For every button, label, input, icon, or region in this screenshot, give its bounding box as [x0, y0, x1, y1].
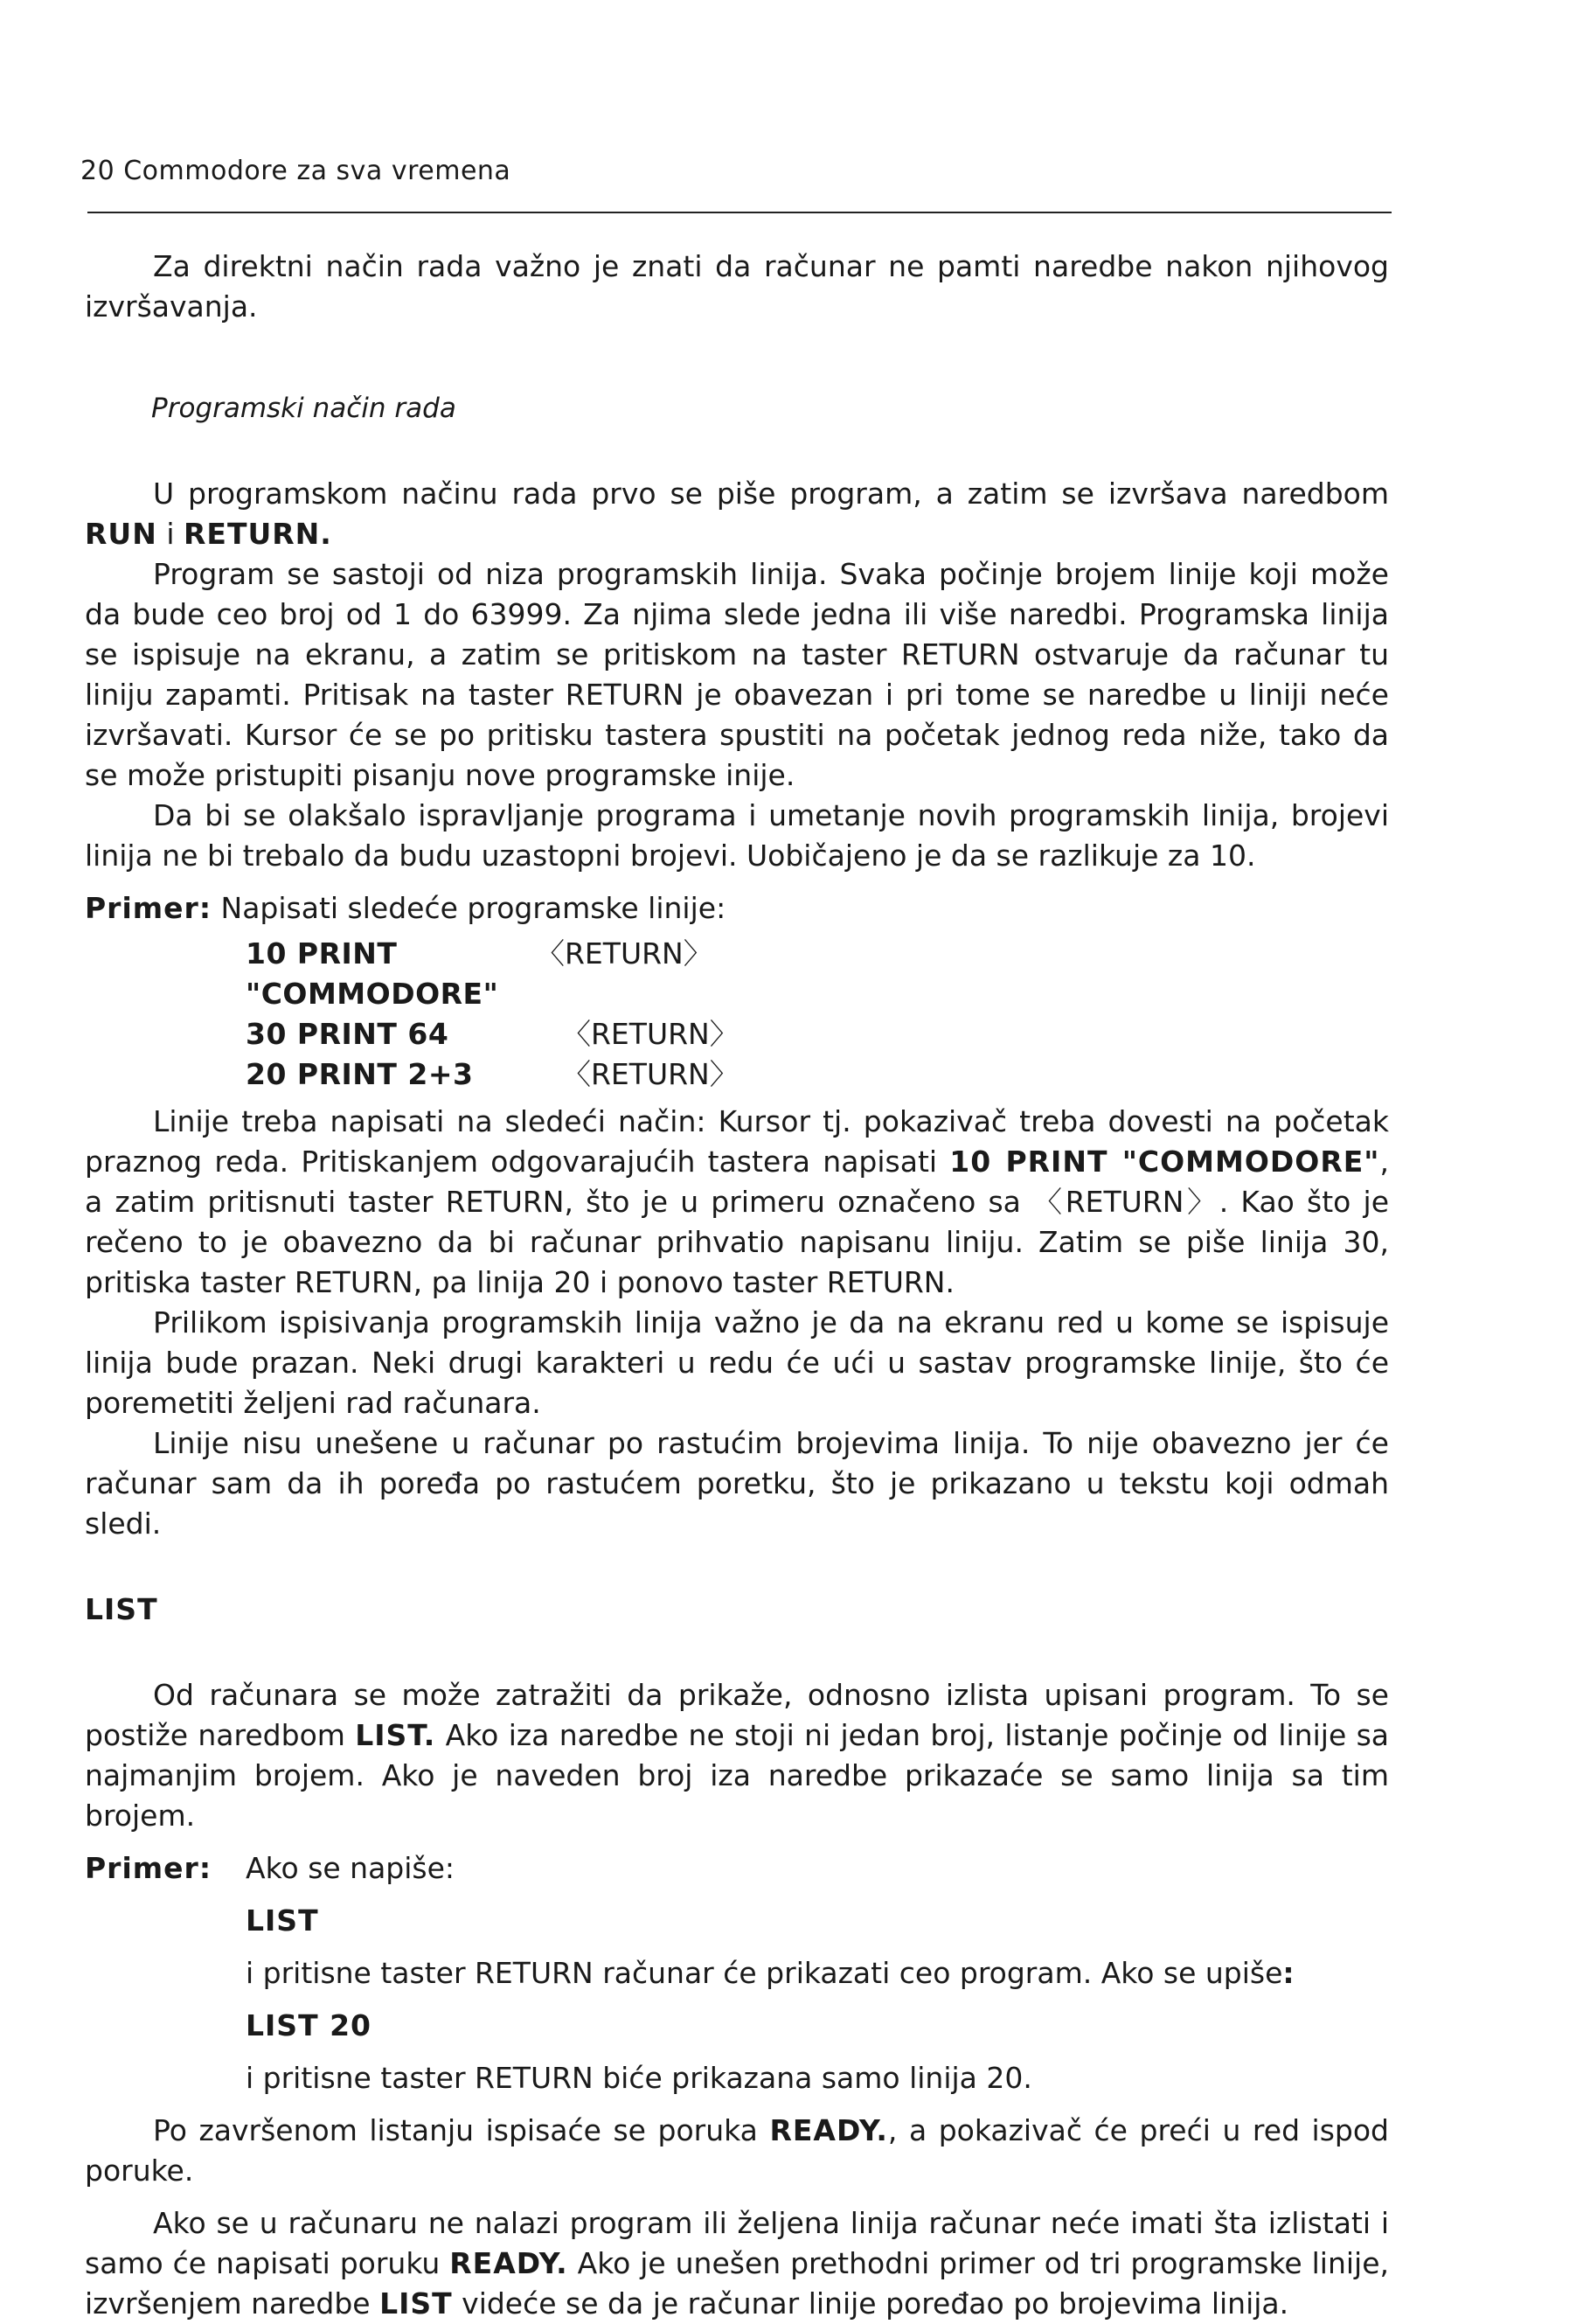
paragraph-how-to-type	[85, 1102, 1389, 1303]
code-line	[246, 1014, 1389, 1054]
intro-paragraph: Za direktni način rada važno je znati da računar ne pamti naredbe nakon njihovog izvršavanja.	[85, 249, 1389, 324]
p4-text-a: Linije treba napisati na sledeći način: Kursor tj. pokazivač treba dovesti na početak praznog reda. Pritiskanjem odgovarajućih tastera napisati	[85, 1104, 1389, 1179]
paragraph-empty-line: Prilikom ispisivanja programskih linija važno je da na ekranu red u kome se ispisuje linija bude prazan. Neki drugi karakteri u redu će ući u sastav programske linije, što će poremetiti željeni rad računara.	[85, 1305, 1389, 1420]
example2-colon: :	[1282, 1956, 1295, 1990]
code-line	[246, 1054, 1389, 1095]
p8-text-a: Po završenom listanju ispisaće se poruka	[153, 2113, 770, 2147]
p8-text-b: , a pokazivač će preći u red ispod poruke.	[85, 2113, 1390, 2188]
example2-text: Ako se napiše:	[246, 1851, 455, 1885]
example2-text3: i pritisne taster RETURN biće prikazana samo linija 20.	[246, 2061, 1032, 2095]
return-key-label: 〈RETURN〉	[562, 1017, 739, 1051]
code-block	[246, 934, 1389, 1095]
example1-intro	[85, 888, 1389, 929]
p8-ready: READY.	[769, 2113, 888, 2147]
return-command: RETURN.	[183, 517, 332, 551]
page-body	[85, 247, 1389, 2324]
example2-text2-a: i pritisne taster RETURN računar će prikazati ceo program. Ako se upiše	[246, 1956, 1283, 1990]
example2-text2	[85, 1953, 1389, 1993]
paragraph-ordering: Linije nisu unešene u računar po rastućim brojevima linija. To nije obavezno jer će računar sam da ih poređa po rastućem poretku, što je prikazano u tekstu koji odmah sledi.	[85, 1426, 1389, 1541]
run-mid: i	[156, 517, 184, 551]
example2-command-list-20: LIST 20	[246, 2008, 371, 2042]
paragraph-numbering: Da bi se olakšalo ispravljanje programa i umetanje novih programskih linija, brojevi linija ne bi trebalo da budu uzastopni brojevi. Uobičajeno je da se razlikuje za 10.	[85, 798, 1389, 873]
code-command: 30 PRINT 64	[246, 1017, 449, 1051]
code-line	[246, 934, 1389, 1014]
paragraph-program-lines: Program se sastoji od niza programskih linija. Svaka počinje brojem linije koji može da bude ceo broj od 1 do 63999. Za njima slede jedna ili više naredbi. Programska linija se ispisuje na ekranu, a zatim se pritiskom na taster RETURN ostvaruje da računar tu liniju zapamti. Pritisak na taster RETURN je obavezan i pri tome se naredbe u liniji neće izvršavati. Kursor će se po pritisku tastera spustiti na početak jednog reda niže, tako da se može pristupiti pisanju nove programske inije.	[85, 557, 1389, 792]
return-key-label: 〈RETURN〉	[562, 1057, 739, 1091]
return-key-label: 〈RETURN〉	[536, 936, 712, 971]
p9-text-c: videće se da je računar linije poređao po brojevima linija.	[452, 2286, 1289, 2321]
p7-text-b: Ako iza naredbe ne stoji ni jedan broj, listanje počinje od linije sa najmanjim brojem. Ako je naveden broj iza naredbe prikazaće se samo linija sa tim brojem.	[85, 1718, 1389, 1833]
section-heading-list: LIST	[85, 1592, 158, 1626]
example2-command-list: LIST	[246, 1903, 319, 1938]
example2-label: Primer:	[85, 1851, 212, 1885]
paragraph-ready	[85, 2111, 1389, 2191]
subheading-programski: Programski način rada	[151, 393, 456, 424]
example1-text: Napisati sledeće programske linije:	[220, 891, 726, 925]
running-head: 20 Commodore za sva vremena	[80, 156, 511, 186]
example1-label: Primer:	[85, 891, 212, 925]
p4-text-b: , a zatim pritisnuti taster RETURN, što je u primeru označeno sa 〈RETURN〉. Kao što je rečeno to je obavezno da bi računar prihvatio napisanu liniju. Zatim se piše linija 30, pritiska taster RETURN, pa linija 20 i ponovo taster RETURN.	[85, 1145, 1389, 1299]
p9-text-b: Ako je unešen prethodni primer od tri programske linije, izvršenjem naredbe	[85, 2246, 1389, 2321]
example2-intro	[85, 1848, 1389, 1889]
p4-command: 10 PRINT "COMMODORE"	[949, 1145, 1380, 1179]
code-command: 10 PRINT "COMMODORE"	[246, 936, 499, 1011]
paragraph-no-program	[85, 2203, 1389, 2324]
p7-command: LIST.	[355, 1718, 436, 1752]
run-command: RUN	[85, 517, 157, 551]
paragraph-run	[85, 474, 1389, 554]
paragraph-list-command	[85, 1675, 1389, 1836]
run-text: U programskom načinu rada prvo se piše program, a zatim se izvršava naredbom	[153, 477, 1389, 511]
header-rule	[87, 212, 1392, 213]
p9-text-a: Ako se u računaru ne nalazi program ili željena linija računar neće imati šta izlistati i samo će napisati poruku	[85, 2206, 1389, 2280]
p9-ready: READY.	[449, 2246, 568, 2280]
p7-text-a: Od računara se može zatražiti da prikaže, odnosno izlista upisani program. To se postiže naredbom	[85, 1678, 1389, 1752]
p9-list: LIST	[379, 2286, 453, 2321]
code-command: 20 PRINT 2+3	[246, 1057, 474, 1091]
